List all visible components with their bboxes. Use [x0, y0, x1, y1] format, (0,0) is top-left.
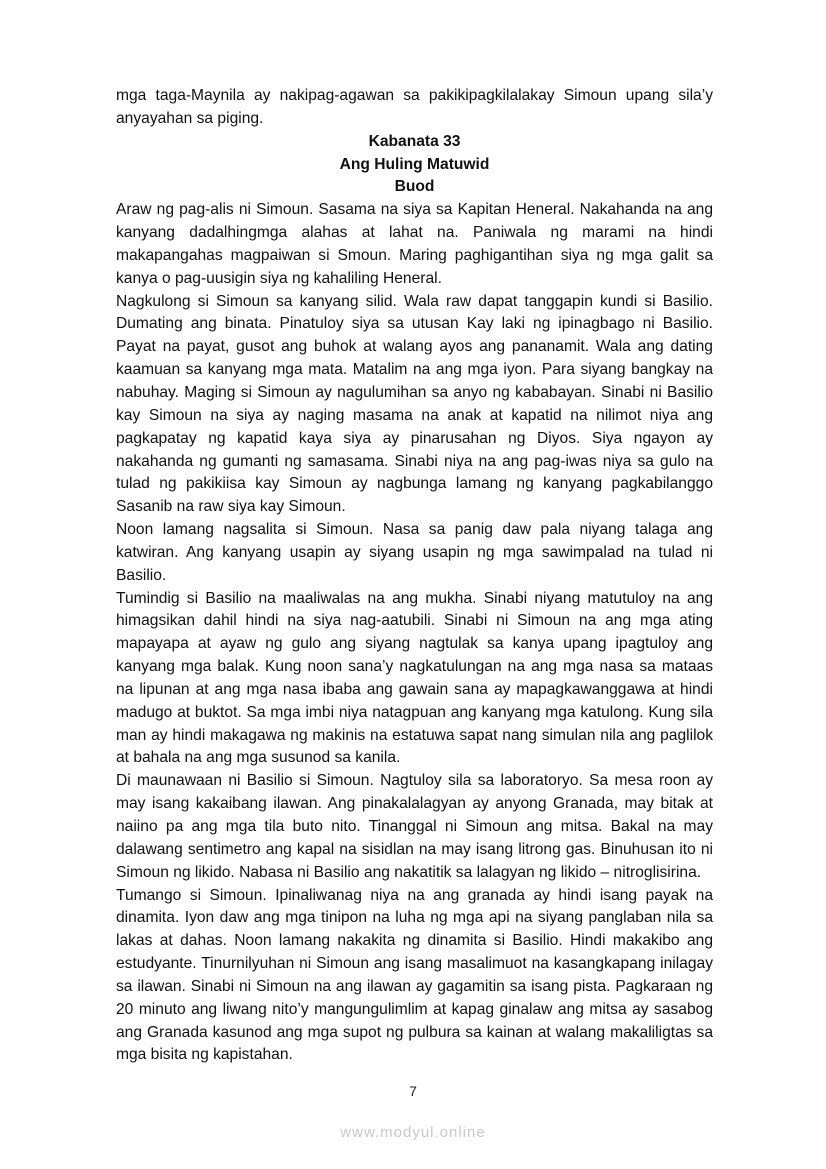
chapter-title: Ang Huling Matuwid: [339, 155, 490, 173]
paragraph: Di maunawaan ni Basilio si Simoun. Nagtuloy sila sa laboratoryo. Sa mesa roon ay may isang kakaibang ilawan. Ang pinakalalagyan ay anyong Granada, may bitak at naiino pa ang mga tila buto nito. Tinanggal ni Simoun ang mitsa. Bakal na may dalawang sentimetro ang kapal na sisidlan na may isang litrong gas. Binuhusan ito ni Simoun ng likido. Nabasa ni Basilio ang nakatitik sa lalagyan ng likido – nitroglisirina.: [116, 772, 713, 881]
paragraph: Tumango si Simoun. Ipinaliwanag niya na ang granada ay hindi isang payak na dinamita. Iyon daw ang mga tinipon na luha ng mga api na siyang panglaban nila sa lakas at dahas. Noon lamang nakakita ng dinamita si Basilio. Hindi makakibo ang estudyante. Tinurnilyuhan ni Simoun ang isang masalimuot na kasangkapang inilagay sa ilawan. Sinabi ni Simoun na ang ilawan ay gagamitin sa isang pista. Pagkaraan ng 20 minuto ang liwang nito’y mangungulimlim at kapag ginalaw ang mitsa ay sasabog ang Granada kasunod ang mga supot ng pulbura sa kainan at walang makaliligtas sa mga bisita ng kapistahan.: [116, 886, 713, 1064]
page-number: 7: [409, 1083, 417, 1099]
paragraph: Tumindig si Basilio na maaliwalas na ang mukha. Sinabi niyang matutuloy na ang himagsikan dahil hindi na siya nag-aatubili. Sinabi ni Simoun na ang mga ating mapayapa at ayaw ng gulo ang siyang nagtulak sa kanya upang ipagtuloy ang kanyang mga balak. Kung noon sana’y nagkatulungan na ang mga nasa sa mataas na lipunan at ang mga nasa ibaba ang gawain sana ay mapagkawanggawa at hindi madugo at buktot. Sa mga imbi niya natagpuan ang kanyang mga katulong. Kung sila man ay hindi makagawa ng makinis na estatuwa sapat nang simulan nila ang paglilok at bahala na ang mga susunod sa kanila.: [116, 589, 713, 767]
section-heading: Buod: [394, 178, 435, 196]
chapter-number: Kabanata 33: [368, 132, 461, 150]
watermark: www.modyul.online: [340, 1124, 486, 1141]
intro-paragraph: mga taga-Maynila ay nakipag-agawan sa pakikipagkilalakay Simoun upang sila’y anyayahan sa piging.: [116, 87, 713, 127]
paragraph: Araw ng pag-alis ni Simoun. Sasama na siya sa Kapitan Heneral. Nakahanda na ang kanyang dadalhingmga alahas at lahat na. Paniwala ng marami na hindi makapangahas magpaiwan si Smoun. Maring paghigantihan siya ng mga galit sa kanya o pag-uusigin siya ng kahaliling Heneral.: [116, 201, 713, 287]
paragraph: Noon lamang nagsalita si Simoun. Nasa sa panig daw pala niyang talaga ang katwiran. Ang kanyang usapin ay siyang usapin ng mga sawimpalad na tulad ni Basilio.: [116, 521, 713, 584]
document-page: [116, 85, 713, 1067]
paragraph: Nagkulong si Simoun sa kanyang silid. Wala raw dapat tanggapin kundi si Basilio. Dumating ang binata. Pinatuloy siya sa utusan Kay laki ng ipinagbago ni Basilio. Payat na payat, gusot ang buhok at walang ayos ang pananamit. Wala ang dating kaamuan sa kanyang mga mata. Matalim na ang mga iyon. Para siyang bangkay na nabuhay. Maging si Simoun ay nagulumihan sa anyo ng kababayan. Sinabi ni Basilio kay Simoun na siya ay naging masama na anak at kapatid na nilimot niya ang pagkapatay ng kapatid kaya siya ay pinarusahan ng Diyos. Siya ngayon ay nakahanda ng gumanti ng samasama. Sinabi niya na ang pag-iwas niya sa gulo na tulad ng pakikiisa kay Simoun ay nagbunga lamang ng kanyang pagkabilanggo Sasanib na raw siya kay Simoun.: [116, 292, 713, 516]
